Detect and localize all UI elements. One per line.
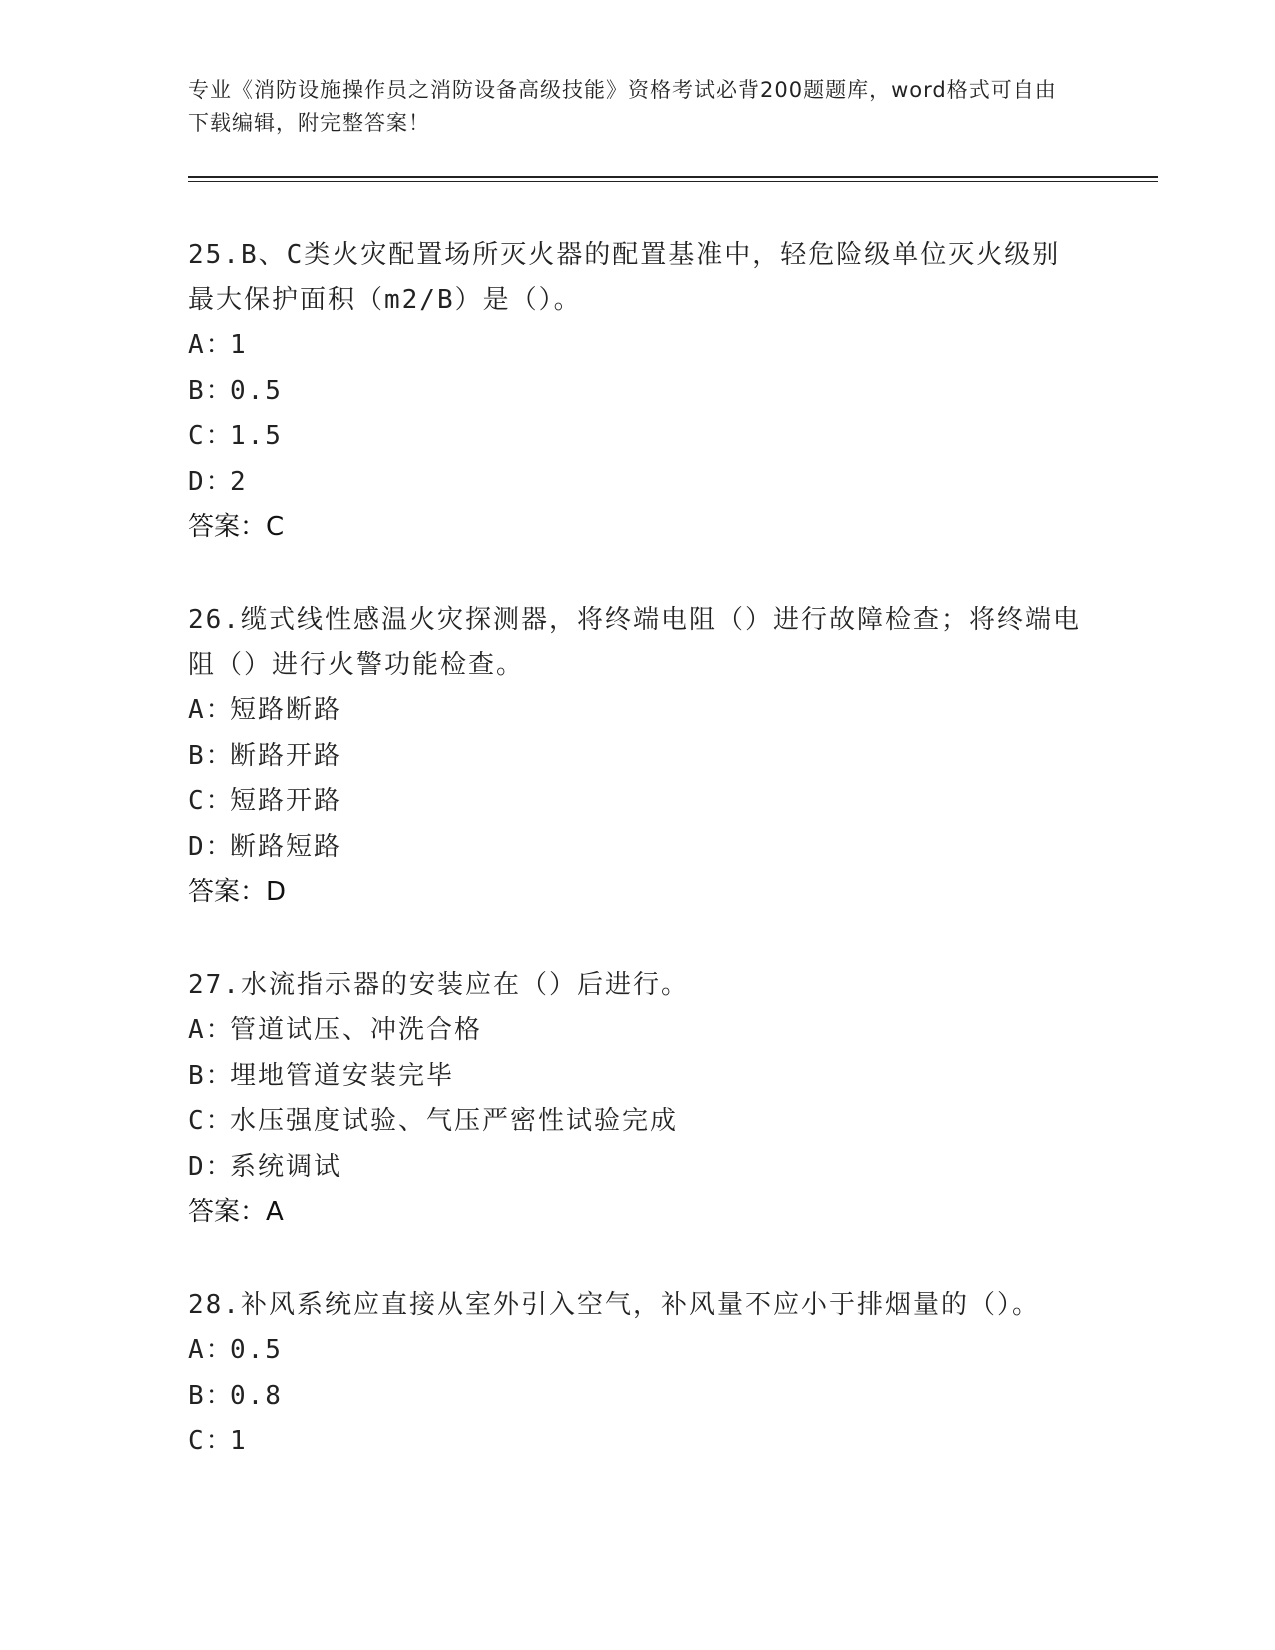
option-key: C： [188,1426,234,1456]
option-text: 断路开路 [230,740,343,771]
option-text: 埋地管道安装完毕 [230,1060,455,1091]
option-b [188,369,1088,415]
option-key: C： [188,1106,234,1136]
header-divider [188,176,1158,178]
question-28 [188,1283,1088,1465]
option-text: 短路开路 [230,786,343,816]
option-c [188,1099,1088,1145]
option-key: B： [188,1060,234,1091]
option-b [188,734,1088,780]
option-c [188,414,1088,460]
option-text: 短路断路 [230,695,343,725]
question-25 [188,233,1088,551]
option-text: 1 [230,330,248,360]
option-a [188,1328,1088,1374]
option-key: D： [188,466,234,497]
option-text: 0.8 [230,1380,283,1411]
option-key: B： [188,740,234,771]
option-key: D： [188,1151,234,1182]
option-key: C： [188,421,234,451]
option-key: A： [188,1335,234,1365]
option-key: D： [188,831,234,862]
question-stem: 25.B、C类火灾配置场所灭火器的配置基准中，轻危险级单位灭火级别最大保护面积（m2/B）是（）。 [188,240,1061,315]
option-key: A： [188,1015,234,1045]
option-text: 1.5 [230,421,283,451]
question-27 [188,963,1088,1236]
option-text: 系统调试 [230,1151,343,1182]
option-d [188,825,1088,871]
option-key: A： [188,695,234,725]
option-text: 断路短路 [230,831,343,862]
document-header: 专业《消防设施操作员之消防设备高级技能》资格考试必背200题题库，word格式可自由下载编辑，附完整答案！ [188,78,1057,135]
option-c [188,1419,1088,1465]
option-d [188,460,1088,506]
option-text: 1 [230,1426,248,1456]
answer-line: 答案：D [188,877,287,907]
question-stem: 26.缆式线性感温火灾探测器，将终端电阻（）进行故障检查；将终端电阻（）进行火警功能检查。 [188,605,1081,680]
option-text: 2 [230,466,248,497]
question-stem: 28.补风系统应直接从室外引入空气，补风量不应小于排烟量的（）。 [188,1290,1040,1320]
header-divider-thin [188,181,1158,182]
option-key: A： [188,330,234,360]
option-text: 0.5 [230,1335,283,1365]
option-d [188,1145,1088,1191]
option-b [188,1054,1088,1100]
option-c [188,779,1088,825]
option-key: B： [188,375,234,406]
option-a [188,688,1088,734]
option-b [188,1374,1088,1420]
option-a [188,1008,1088,1054]
option-key: B： [188,1380,234,1411]
option-text: 水压强度试验、气压严密性试验完成 [230,1106,679,1136]
option-a [188,323,1088,369]
option-text: 0.5 [230,375,283,406]
question-stem: 27.水流指示器的安装应在（）后进行。 [188,970,689,1000]
answer-line: 答案：C [188,512,285,542]
option-key: C： [188,786,234,816]
question-26 [188,598,1088,916]
option-text: 管道试压、冲洗合格 [230,1015,483,1045]
answer-line: 答案：A [188,1197,284,1227]
